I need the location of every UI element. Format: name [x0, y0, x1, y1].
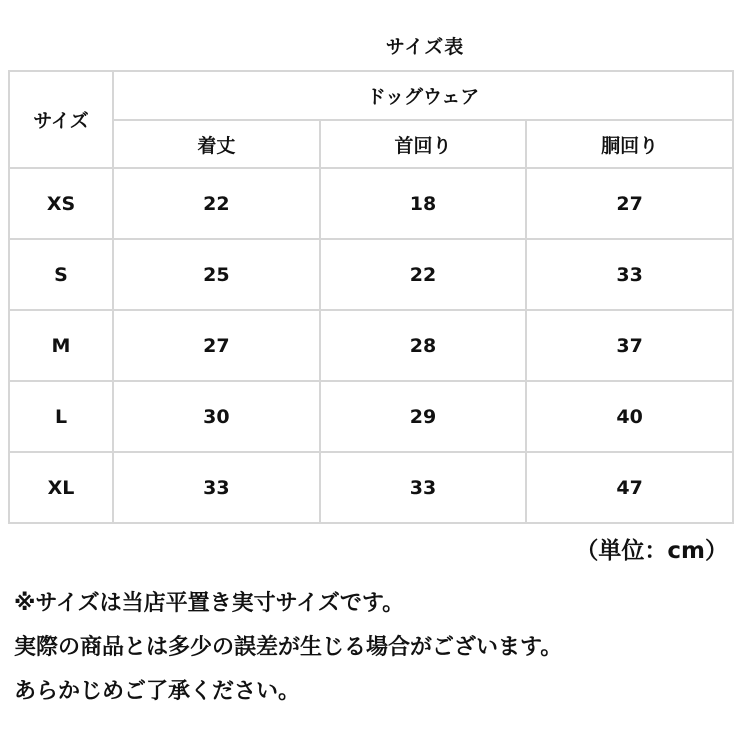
table-cell: 30	[113, 381, 320, 452]
table-cell: 27	[526, 168, 733, 239]
note-line: あらかじめご了承ください。	[14, 679, 301, 704]
table-cell: 22	[320, 239, 527, 310]
table-cell: 40	[526, 381, 733, 452]
table-row	[9, 239, 733, 310]
table-cell: 25	[113, 239, 320, 310]
table-cell: 37	[526, 310, 733, 381]
size-table	[8, 70, 734, 524]
table-cell: 33	[526, 239, 733, 310]
table-row	[9, 168, 733, 239]
notes-block	[14, 582, 744, 714]
size-header-cell: サイズ	[9, 71, 113, 168]
table-cell: 33	[320, 452, 527, 523]
note-line: 実際の商品とは多少の誤差が生じる場合がございます。	[14, 635, 563, 660]
table-row	[9, 452, 733, 523]
table-header-row	[9, 71, 733, 120]
size-label: S	[9, 239, 113, 310]
column-header-row	[9, 120, 733, 168]
group-header-cell: ドッグウェア	[113, 71, 733, 120]
table-cell: 28	[320, 310, 527, 381]
page-title: サイズ表	[385, 36, 465, 58]
unit-note: （単位：cm）	[575, 538, 728, 564]
column-header-length: 着丈	[113, 120, 320, 168]
size-label: M	[9, 310, 113, 381]
column-header-neck: 首回り	[320, 120, 527, 168]
note-line: ※サイズは当店平置き実寸サイズです。	[14, 591, 405, 616]
table-cell: 22	[113, 168, 320, 239]
size-label: XL	[9, 452, 113, 523]
table-cell: 29	[320, 381, 527, 452]
size-label: XS	[9, 168, 113, 239]
table-row	[9, 381, 733, 452]
column-header-chest: 胴回り	[526, 120, 733, 168]
table-cell: 18	[320, 168, 527, 239]
table-cell: 33	[113, 452, 320, 523]
table-cell: 47	[526, 452, 733, 523]
table-cell: 27	[113, 310, 320, 381]
size-label: L	[9, 381, 113, 452]
table-row	[9, 310, 733, 381]
